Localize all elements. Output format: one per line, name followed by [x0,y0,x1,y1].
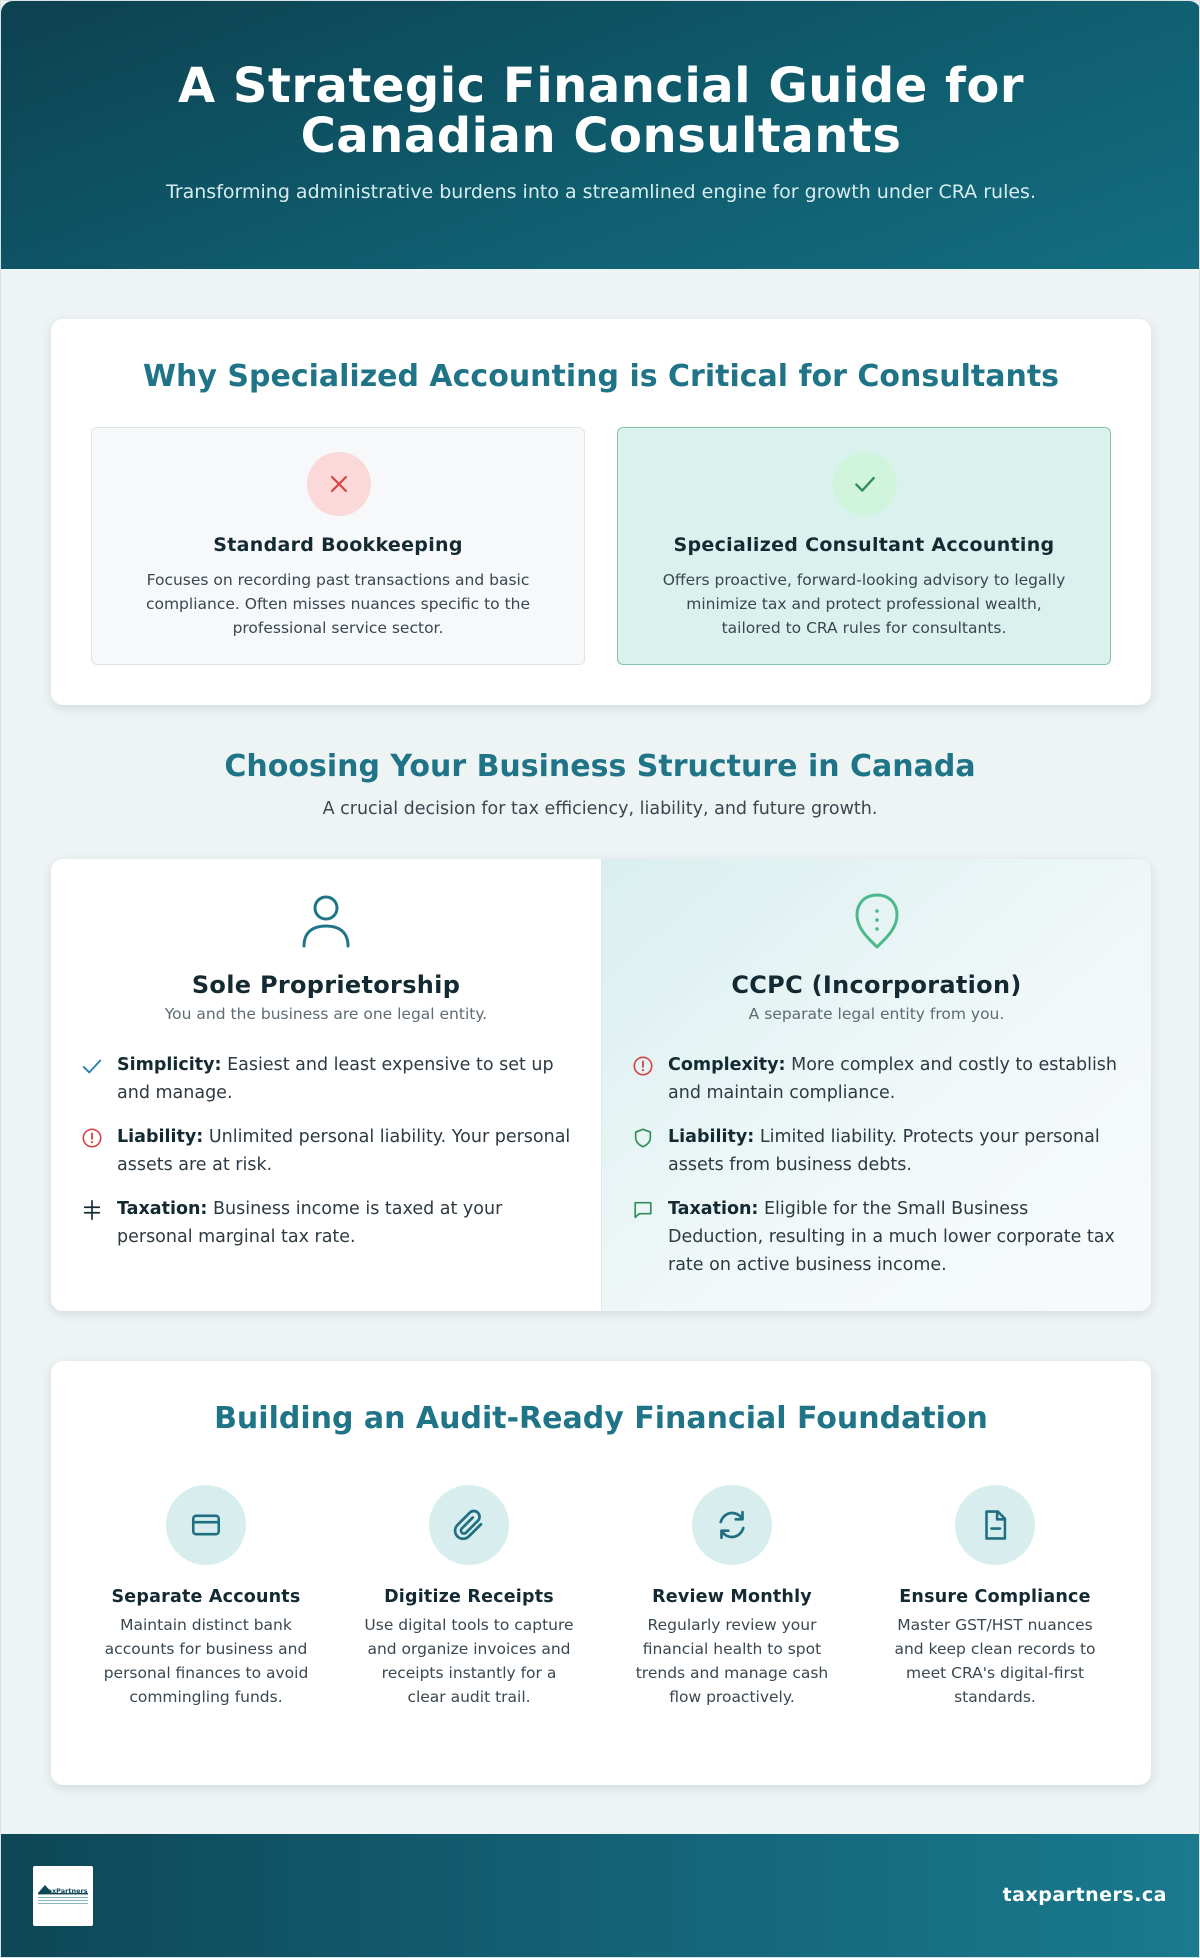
specialized-accounting-text: Offers proactive, forward-looking advisory to legally minimize tax and protect professional wealth, tailored to CRA rules for consultants. [662,571,1066,637]
standard-bookkeeping-box [91,427,585,665]
feature-label: Simplicity: [117,1055,222,1075]
sole-feature-liability [81,1123,571,1179]
step-heading: Separate Accounts [111,1587,301,1607]
sole-proprietorship-column [51,859,601,1311]
x-icon [307,452,371,516]
chat-icon [632,1199,654,1221]
tax-icon [81,1199,103,1221]
feature-text: Easiest and least expensive to set up and manage. [117,1055,554,1103]
structure-section-title: Choosing Your Business Structure in Canada [224,749,976,784]
specialized-accounting-box [617,427,1111,665]
ccpc-tagline: A separate legal entity from you. [748,1005,1005,1023]
refresh-icon [692,1485,772,1565]
feature-text: Eligible for the Small Business Deduction, resulting in a much lower corporate tax rate on active business income. [668,1199,1115,1275]
feature-label: Complexity: [668,1055,786,1075]
step-heading: Digitize Receipts [384,1587,554,1607]
structure-section-subtitle: A crucial decision for tax efficiency, liability, and future growth. [322,799,878,819]
ccpc-column [601,859,1151,1311]
check-icon [833,452,897,516]
sole-proprietorship-tagline: You and the business are one legal entity. [164,1005,488,1023]
hero-header [1,1,1200,269]
feature-label: Liability: [117,1127,204,1147]
shield-icon [849,891,905,951]
feature-text: Business income is taxed at your personal marginal tax rate. [117,1199,503,1247]
step-ensure-compliance [890,1485,1100,1709]
alert-icon [632,1055,654,1077]
title-line-2: Canadian Consultants [300,108,902,164]
document-icon [955,1485,1035,1565]
why-section-card [51,319,1151,705]
feature-label: Liability: [668,1127,755,1147]
ccpc-feature-taxation [632,1195,1121,1279]
feature-label: Taxation: [117,1199,208,1219]
sole-feature-taxation [81,1195,571,1251]
feature-text: More complex and costly to establish and maintain compliance. [668,1055,1118,1103]
step-review-monthly [627,1485,837,1709]
audit-section-title: Building an Audit-Ready Financial Foundation [214,1401,988,1436]
website-link[interactable]: taxpartners.ca [1002,1884,1167,1906]
feature-label: Taxation: [668,1199,759,1219]
company-logo [33,1866,93,1926]
standard-bookkeeping-text: Focuses on recording past transactions and basic compliance. Often misses nuances specific to the professional service sector. [145,571,531,637]
svg-text:TaxPartners: TaxPartners [44,1887,88,1895]
shield-icon [632,1127,654,1149]
footer [1,1834,1200,1958]
specialized-accounting-heading: Specialized Consultant Accounting [673,534,1055,556]
why-section-title: Why Specialized Accounting is Critical for Consultants [142,359,1060,394]
step-heading: Ensure Compliance [899,1587,1091,1607]
sole-feature-simplicity [81,1051,571,1107]
page-subtitle: Transforming administrative burdens into a streamlined engine for growth under CRA rules. [166,181,1036,203]
step-separate-accounts [101,1485,311,1709]
step-text: Regularly review your financial health to spot trends and manage cash flow proactively. [635,1616,829,1706]
step-heading: Review Monthly [652,1587,812,1607]
ccpc-feature-liability [632,1123,1121,1179]
step-digitize-receipts [364,1485,574,1709]
credit-card-icon [166,1485,246,1565]
feature-text: Unlimited personal liability. Your personal assets are at risk. [117,1127,571,1175]
person-icon [298,891,354,951]
page-title [1,58,1200,164]
ccpc-heading: CCPC (Incorporation) [731,971,1022,999]
step-text: Use digital tools to capture and organize invoices and receipts instantly for a clear audit trail. [364,1616,574,1706]
step-text: Master GST/HST nuances and keep clean records to meet CRA's digital-first standards. [894,1616,1096,1706]
step-text: Maintain distinct bank accounts for business and personal finances to avoid commingling funds. [103,1616,309,1706]
sole-proprietorship-heading: Sole Proprietorship [191,971,461,999]
audit-section-card [51,1361,1151,1785]
alert-icon [81,1127,103,1149]
feature-text: Limited liability. Protects your personal assets from business debts. [668,1127,1100,1175]
title-line-1: A Strategic Financial Guide for [177,58,1025,114]
standard-bookkeeping-heading: Standard Bookkeeping [213,534,463,556]
check-icon [81,1055,103,1077]
structure-comparison-card [51,859,1151,1311]
ccpc-feature-complexity [632,1051,1121,1107]
paperclip-icon [429,1485,509,1565]
